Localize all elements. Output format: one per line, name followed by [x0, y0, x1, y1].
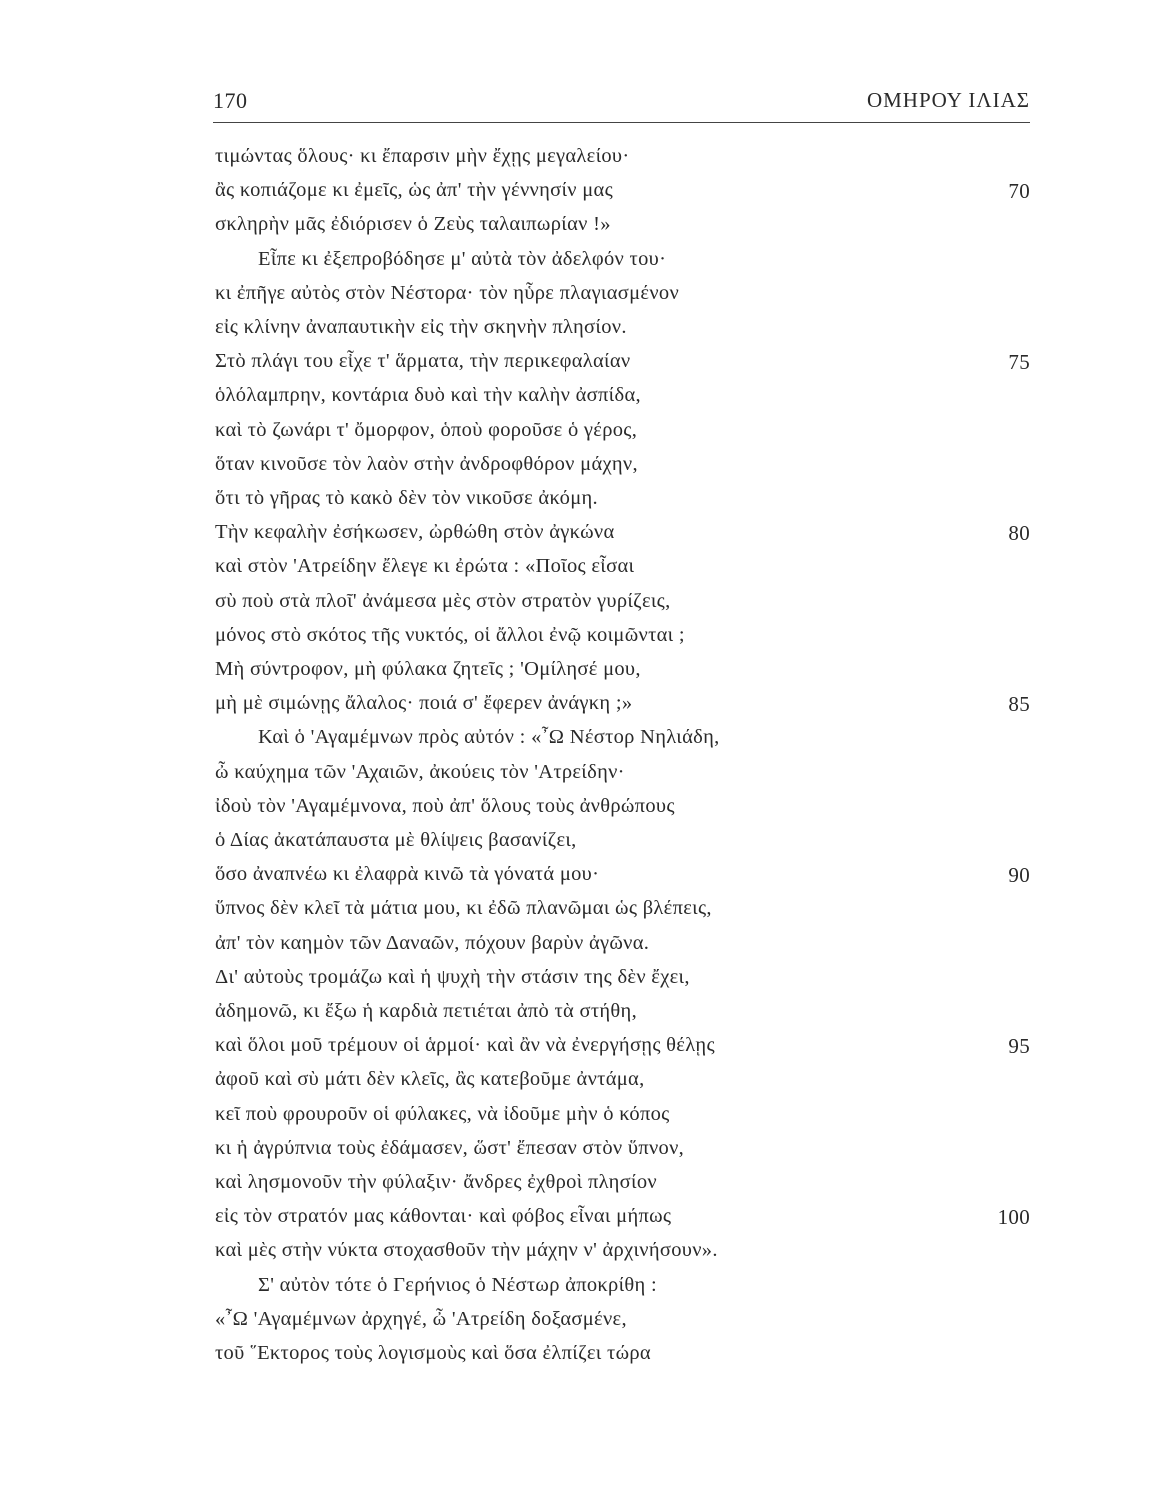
verse-text: Μὴ σύντροφον, μὴ φύλακα ζητεῖς ; 'Ομίλησέ μου, — [215, 658, 641, 680]
line-number: 85 — [1008, 692, 1030, 717]
verse-line — [0, 761, 1171, 795]
verse-line — [0, 932, 1171, 966]
running-title: ΟΜΗΡΟΥ ΙΛΙΑΣ — [866, 88, 1030, 112]
verse-text: κι ἐπῆγε αὐτὸς στὸν Νέστορα· τὸν ηὗρε πλαγιασμένον — [215, 281, 680, 304]
verse-line — [0, 590, 1171, 624]
verse-text: τοῦ ῞Εκτορος τοὺς λογισμοὺς καὶ ὅσα ἐλπίζει τώρα — [215, 1342, 651, 1364]
verse-line — [0, 1171, 1171, 1205]
verse-line — [0, 487, 1171, 521]
verse-line — [0, 692, 1171, 726]
verse-text: ἂς κοπιάζομε κι ἐμεῖς, ὡς ἀπ' τὴν γέννησίν μας — [215, 179, 614, 202]
verse-line — [0, 1068, 1171, 1102]
verse-line — [0, 384, 1171, 418]
verse-line — [0, 521, 1171, 555]
verse-line — [0, 966, 1171, 1000]
verse-line — [0, 145, 1171, 179]
verse-text: καὶ λησμονοῦν τὴν φύλαξιν· ἄνδρες ἐχθροὶ πλησίον — [215, 1171, 657, 1193]
verse-line — [0, 1034, 1171, 1068]
verse-text: ὦ καύχημα τῶν 'Αχαιῶν, ἀκούεις τὸν 'Ατρείδην· — [215, 760, 625, 783]
verse-text: ἀπ' τὸν καημὸν τῶν Δαναῶν, πόχουν βαρὺν ἀγῶνα. — [215, 931, 650, 954]
verse-text: ὕπνος δὲν κλεῖ τὰ μάτια μου, κι ἐδῶ πλανῶμαι ὡς βλέπεις, — [215, 897, 712, 920]
verse-text: κεῖ ποὺ φρουροῦν οἱ φύλακες, νὰ ἰδοῦμε μὴν ὁ κόπος — [215, 1102, 670, 1125]
verse-text: «῏Ω 'Αγαμέμνων ἀρχηγέ, ὦ 'Ατρείδη δοξασμένε, — [215, 1307, 627, 1330]
verse-line — [0, 1342, 1171, 1376]
verse-line — [0, 179, 1171, 213]
verse-text: σὺ ποὺ στὰ πλοῖ' ἀνάμεσα μὲς στὸν στρατὸν γυρίζεις, — [215, 589, 671, 612]
verse-text: ὁλόλαμπρην, κοντάρια δυὸ καὶ τὴν καλὴν ἀσπίδα, — [215, 384, 641, 407]
page-number: 170 — [213, 88, 248, 113]
verse-text: ὅσο ἀναπνέω κι ἐλαφρὰ κινῶ τὰ γόνατά μου· — [215, 863, 600, 886]
verse-text: Σ' αὐτὸν τότε ὁ Γερήνιος ὁ Νέστωρ ἀποκρίθη : — [258, 1273, 657, 1296]
verse-text: καὶ τὸ ζωνάρι τ' ὄμορφον, ὁποὺ φοροῦσε ὁ γέρος, — [215, 418, 638, 441]
verse-line — [0, 248, 1171, 282]
verse-text: ἰδοὺ τὸν 'Αγαμέμνονα, ποὺ ἀπ' ὅλους τοὺς ἀνθρώπους — [215, 794, 675, 817]
verse-line — [0, 1000, 1171, 1034]
verse-line — [0, 419, 1171, 453]
verse-line — [0, 829, 1171, 863]
verse-text: ὅτι τὸ γῆρας τὸ κακὸ δὲν τὸν νικοῦσε ἀκόμη. — [215, 487, 598, 509]
verse-text: εἰς τὸν στρατόν μας κάθονται· καὶ φόβος εἶναι μήπως — [215, 1205, 672, 1228]
verse-text: καὶ ὅλοι μοῦ τρέμουν οἱ ἁρμοί· καὶ ἂν νὰ ἐνεργήσῃς θέλῃς — [215, 1034, 715, 1057]
verse-text: ἀδημονῶ, κι ἔξω ἡ καρδιὰ πετιέται ἀπὸ τὰ στήθη, — [215, 1000, 637, 1022]
verse-text: ὅταν κινοῦσε τὸν λαὸν στὴν ἀνδροφθόρον μάχην, — [215, 452, 638, 475]
verse-text: Στὸ πλάγι του εἶχε τ' ἅρματα, τὴν περικεφαλαίαν — [215, 350, 631, 373]
header-rule — [213, 122, 1030, 123]
verse-text: κι ἡ ἀγρύπνια τοὺς ἐδάμασεν, ὥστ' ἔπεσαν στὸν ὕπνον, — [215, 1136, 685, 1159]
line-number: 80 — [1008, 521, 1030, 546]
verse-text: ἀφοῦ καὶ σὺ μάτι δὲν κλεῖς, ἂς κατεβοῦμε ἀντάμα, — [215, 1068, 645, 1091]
verse-text: εἰς κλίνην ἀναπαυτικὴν εἰς τὴν σκηνὴν πλησίον. — [215, 316, 627, 338]
verse-line — [0, 453, 1171, 487]
verse-line — [0, 316, 1171, 350]
page-header — [213, 80, 1030, 120]
verse-line — [0, 795, 1171, 829]
verse-line — [0, 897, 1171, 931]
verse-line — [0, 1308, 1171, 1342]
verse-line — [0, 726, 1171, 760]
verse-text: μόνος στὸ σκότος τῆς νυκτός, οἱ ἄλλοι ἐνῷ κοιμῶνται ; — [215, 623, 685, 646]
verse-line — [0, 555, 1171, 589]
verse-line — [0, 213, 1171, 247]
verse-text: καὶ μὲς στὴν νύκτα στοχασθοῦν τὴν μάχην ν' ἀρχινήσουν». — [215, 1239, 718, 1262]
verse-text: μὴ μὲ σιμώνῃς ἄλαλος· ποιά σ' ἔφερεν ἀνάγκη ;» — [215, 692, 633, 715]
verse-text: Τὴν κεφαλὴν ἐσήκωσεν, ὠρθώθη στὸν ἀγκώνα — [215, 521, 615, 544]
verse-text: ὁ Δίας ἀκατάπαυστα μὲ θλίψεις βασανίζει, — [215, 829, 577, 851]
verse-text: Δι' αὐτοὺς τρομάζω καὶ ἡ ψυχὴ τὴν στάσιν της δὲν ἔχει, — [215, 965, 690, 988]
line-number: 70 — [1008, 179, 1030, 204]
verse-text: σκληρὴν μᾶς ἐδιόρισεν ὁ Ζεὺς ταλαιπωρίαν !» — [215, 213, 611, 236]
verse-text: τιμώντας ὅλους· κι ἔπαρσιν μὴν ἔχῃς μεγαλείου· — [215, 145, 630, 167]
verse-line — [0, 1205, 1171, 1239]
verse-line — [0, 350, 1171, 384]
verse-line — [0, 1274, 1171, 1308]
line-number: 100 — [997, 1205, 1030, 1230]
verse-line — [0, 658, 1171, 692]
line-number: 90 — [1008, 863, 1030, 888]
verse-line — [0, 282, 1171, 316]
verse-text: καὶ στὸν 'Ατρείδην ἔλεγε κι ἐρώτα : «Ποῖος εἶσαι — [215, 555, 635, 578]
verse-line — [0, 624, 1171, 658]
line-number: 95 — [1008, 1034, 1030, 1059]
verse-line — [0, 1103, 1171, 1137]
verse-line — [0, 1137, 1171, 1171]
verse-line — [0, 863, 1171, 897]
verse-text: Καὶ ὁ 'Αγαμέμνων πρὸς αὐτόν : «῏Ω Νέστορ Νηλιάδη, — [258, 726, 720, 749]
verse-line — [0, 1239, 1171, 1273]
line-number: 75 — [1008, 350, 1030, 375]
verse-text: Εἶπε κι ἐξεπροβόδησε μ' αὐτὰ τὸν ἀδελφόν του· — [258, 247, 667, 270]
